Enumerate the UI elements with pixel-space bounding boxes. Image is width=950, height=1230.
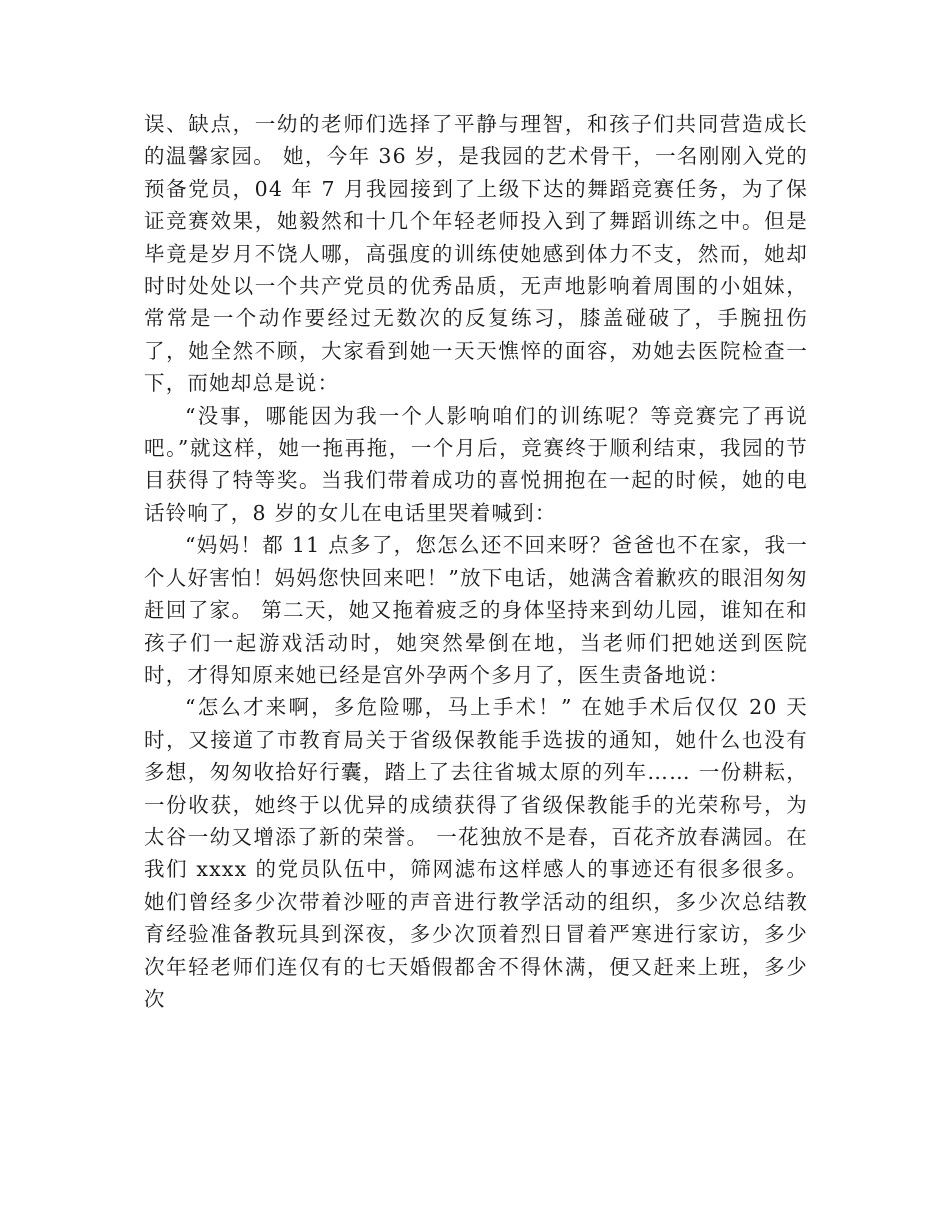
document-body: [144, 108, 808, 1015]
paragraph-1: 误、缺点，一幼的老师们选择了平静与理智，和孩子们共同营造成长的温馨家园。 她，今年 36 岁，是我园的艺术骨干，一名刚刚入党的预备党员，04 年 7 月我园接到了上级下达的舞蹈竞赛任务，为了保证竞赛效果，她毅然和十几个年轻老师投入到了舞蹈训练之中。但是毕竟是岁月不饶人哪，高强度的训练使她感到体力不支，然而，她却时时处处以一个共产党员的优秀品质，无声地影响着周围的小姐妹，常常是一个动作要经过无数次的反复练习，膝盖碰破了，手腕扭伤了，她全然不顾，大家看到她一天天憔悴的面容，劝她去医院检查一下，而她却总是说：: [144, 112, 808, 396]
paragraph-3: “妈妈！都 11 点多了，您怎么还不回来呀？爸爸也不在家，我一个人好害怕！妈妈您快回来吧！”放下电话，她满含着歉疚的眼泪匆匆赶回了家。 第二天，她又拖着疲乏的身体坚持来到幼儿园，谁知在和孩子们一起游戏活动时，她突然晕倒在地，当老师们把她送到医院时，才得知原来她已经是宫外孕两个多月了，医生责备地说：: [144, 533, 808, 687]
paragraph-2: “没事，哪能因为我一个人影响咱们的训练呢？等竞赛完了再说吧。”就这样，她一拖再拖，一个月后，竞赛终于顺利结束，我园的节目获得了特等奖。当我们带着成功的喜悦拥抱在一起的时候，她的电话铃响了，8 岁的女儿在电话里哭着喊到：: [144, 403, 808, 525]
paragraph-4: “怎么才来啊，多危险哪，马上手术！” 在她手术后仅仅 20 天时，又接道了市教育局关于省级保教能手选拔的通知，她什么也没有多想，匆匆收拾好行囊，踏上了去往省城太原的列车…… 一份耕耘，一份收获，她终于以优异的成绩获得了省级保教能手的光荣称号，为太谷一幼又增添了新的荣誉。 一花独放不是春，百花齐放春满园。在我们 xxxx 的党员队伍中，筛网滤布这样感人的事迹还有很多很多。她们曾经多少次带着沙哑的声音进行教学活动的组织，多少次总结教育经验准备教玩具到深夜，多少次顶着烈日冒着严寒进行家访，多少次年轻老师们连仅有的七天婚假都舍不得休满，便又赶来上班，多少次: [144, 695, 808, 1011]
